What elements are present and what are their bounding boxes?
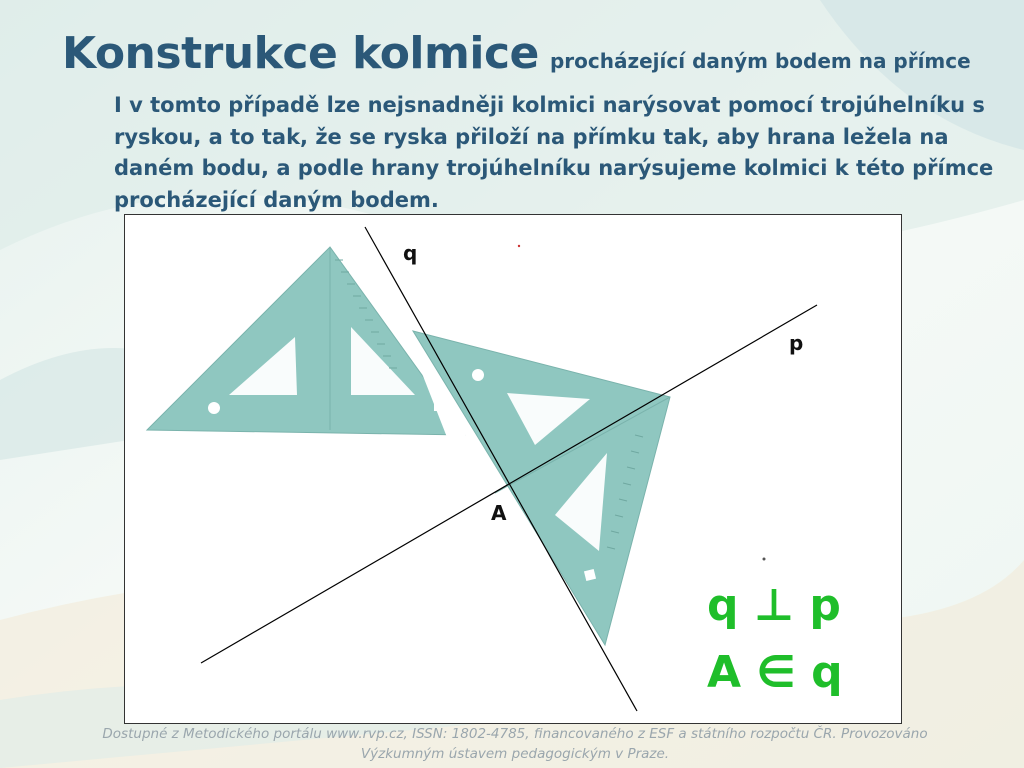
page-title: Konstrukce kolmice xyxy=(62,28,539,79)
stray-dot xyxy=(518,245,520,247)
line-p-label: p xyxy=(789,331,804,355)
right-set-square xyxy=(413,331,670,645)
stray-dot xyxy=(763,558,766,561)
line-q-label: q xyxy=(403,241,418,265)
body-paragraph: I v tomto případě lze nejsnadněji kolmici narýsovat pomocí trojúhelníku s ryskou, a to tak, že se ryska přiloží na přímku tak, aby hrana ležela na daném bodu, a podle hrany trojúhelníku narýsujeme kolmici k této přímce procházející daným bodem. xyxy=(114,93,994,212)
footer-source-note: Dostupné z Metodického portálu www.rvp.cz, ISSN: 1802-4785, financovaného z ESF a státního rozpočtu ČR. Provozováno Výzkumným ústavem pedagogickým v Praze. xyxy=(102,726,928,762)
perpendicular-relation: q ⊥ p xyxy=(707,580,841,631)
page-subtitle: procházející daným bodem na přímce xyxy=(549,49,971,73)
slide-title-block xyxy=(62,28,971,79)
point-a-label: A xyxy=(491,501,507,525)
membership-relation: A ∈ q xyxy=(707,647,843,698)
construction-figure xyxy=(124,214,902,724)
